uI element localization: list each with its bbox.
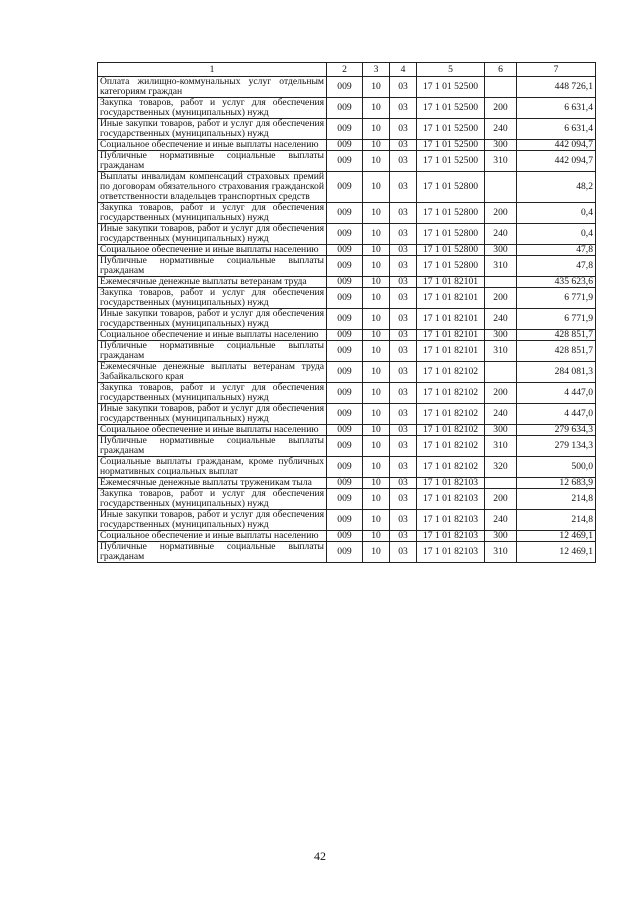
table-row bbox=[98, 309, 596, 330]
row-ved-cell: 009 bbox=[327, 224, 363, 245]
table-row bbox=[98, 330, 596, 341]
row-sum-cell: 4 447,0 bbox=[517, 404, 596, 425]
table-row bbox=[98, 288, 596, 309]
row-ved-cell: 009 bbox=[327, 542, 363, 563]
row-name-cell: Публичные нормативные социальные выплаты гражданам bbox=[98, 341, 327, 362]
row-pr-cell: 03 bbox=[390, 457, 417, 478]
row-rz-cell: 10 bbox=[363, 172, 390, 203]
row-csr-cell: 17 1 01 82101 bbox=[417, 277, 485, 288]
row-vr-cell: 240 bbox=[485, 119, 517, 140]
row-pr-cell: 03 bbox=[390, 98, 417, 119]
row-sum-cell: 12 469,1 bbox=[517, 542, 596, 563]
column-header: 7 bbox=[517, 63, 596, 77]
row-rz-cell: 10 bbox=[363, 341, 390, 362]
row-name-cell: Закупка товаров, работ и услуг для обеспечения государственных (муниципальных) нужд bbox=[98, 489, 327, 510]
row-name-cell: Ежемесячные денежные выплаты труженикам тыла bbox=[98, 478, 327, 489]
row-pr-cell: 03 bbox=[390, 436, 417, 457]
row-pr-cell: 03 bbox=[390, 341, 417, 362]
row-vr-cell: 240 bbox=[485, 510, 517, 531]
row-rz-cell: 10 bbox=[363, 98, 390, 119]
row-vr-cell: 320 bbox=[485, 457, 517, 478]
row-csr-cell: 17 1 01 82103 bbox=[417, 489, 485, 510]
row-ved-cell: 009 bbox=[327, 288, 363, 309]
row-ved-cell: 009 bbox=[327, 457, 363, 478]
table-body bbox=[98, 77, 596, 563]
row-ved-cell: 009 bbox=[327, 203, 363, 224]
table-row bbox=[98, 531, 596, 542]
row-csr-cell: 17 1 01 52500 bbox=[417, 151, 485, 172]
row-vr-cell: 310 bbox=[485, 151, 517, 172]
table-row bbox=[98, 383, 596, 404]
row-sum-cell: 0,4 bbox=[517, 203, 596, 224]
row-vr-cell: 300 bbox=[485, 245, 517, 256]
row-rz-cell: 10 bbox=[363, 288, 390, 309]
budget-table-container bbox=[97, 62, 596, 563]
row-vr-cell: 310 bbox=[485, 436, 517, 457]
row-rz-cell: 10 bbox=[363, 362, 390, 383]
row-ved-cell: 009 bbox=[327, 140, 363, 151]
row-rz-cell: 10 bbox=[363, 542, 390, 563]
row-rz-cell: 10 bbox=[363, 531, 390, 542]
row-ved-cell: 009 bbox=[327, 309, 363, 330]
row-csr-cell: 17 1 01 52500 bbox=[417, 77, 485, 98]
row-sum-cell: 12 683,9 bbox=[517, 478, 596, 489]
row-rz-cell: 10 bbox=[363, 330, 390, 341]
table-row bbox=[98, 256, 596, 277]
row-rz-cell: 10 bbox=[363, 224, 390, 245]
row-csr-cell: 17 1 01 82102 bbox=[417, 383, 485, 404]
row-name-cell: Социальное обеспечение и иные выплаты населению bbox=[98, 245, 327, 256]
row-vr-cell: 310 bbox=[485, 256, 517, 277]
row-rz-cell: 10 bbox=[363, 309, 390, 330]
budget-table bbox=[97, 62, 596, 563]
row-name-cell: Социальное обеспечение и иные выплаты населению bbox=[98, 140, 327, 151]
row-rz-cell: 10 bbox=[363, 245, 390, 256]
table-row bbox=[98, 77, 596, 98]
table-row bbox=[98, 457, 596, 478]
row-csr-cell: 17 1 01 82102 bbox=[417, 457, 485, 478]
row-csr-cell: 17 1 01 52500 bbox=[417, 140, 485, 151]
row-csr-cell: 17 1 01 82102 bbox=[417, 362, 485, 383]
row-pr-cell: 03 bbox=[390, 140, 417, 151]
row-ved-cell: 009 bbox=[327, 383, 363, 404]
row-ved-cell: 009 bbox=[327, 151, 363, 172]
row-sum-cell: 279 634,3 bbox=[517, 425, 596, 436]
row-ved-cell: 009 bbox=[327, 436, 363, 457]
row-rz-cell: 10 bbox=[363, 510, 390, 531]
row-ved-cell: 009 bbox=[327, 98, 363, 119]
row-rz-cell: 10 bbox=[363, 277, 390, 288]
row-name-cell: Закупка товаров, работ и услуг для обеспечения государственных (муниципальных) нужд bbox=[98, 98, 327, 119]
table-row bbox=[98, 151, 596, 172]
column-header: 6 bbox=[485, 63, 517, 77]
row-pr-cell: 03 bbox=[390, 531, 417, 542]
row-rz-cell: 10 bbox=[363, 256, 390, 277]
row-sum-cell: 500,0 bbox=[517, 457, 596, 478]
row-rz-cell: 10 bbox=[363, 77, 390, 98]
row-name-cell: Социальные выплаты гражданам, кроме публичных нормативных социальных выплат bbox=[98, 457, 327, 478]
row-sum-cell: 6 631,4 bbox=[517, 119, 596, 140]
row-csr-cell: 17 1 01 52800 bbox=[417, 203, 485, 224]
row-sum-cell: 214,8 bbox=[517, 489, 596, 510]
row-name-cell: Оплата жилищно-коммунальных услуг отдельным категориям граждан bbox=[98, 77, 327, 98]
row-sum-cell: 284 081,3 bbox=[517, 362, 596, 383]
table-row bbox=[98, 489, 596, 510]
row-ved-cell: 009 bbox=[327, 478, 363, 489]
table-row bbox=[98, 404, 596, 425]
row-vr-cell: 300 bbox=[485, 330, 517, 341]
row-rz-cell: 10 bbox=[363, 457, 390, 478]
row-pr-cell: 03 bbox=[390, 277, 417, 288]
row-vr-cell: 310 bbox=[485, 341, 517, 362]
row-csr-cell: 17 1 01 52800 bbox=[417, 172, 485, 203]
row-sum-cell: 47,8 bbox=[517, 245, 596, 256]
row-csr-cell: 17 1 01 82102 bbox=[417, 425, 485, 436]
table-row bbox=[98, 436, 596, 457]
row-ved-cell: 009 bbox=[327, 404, 363, 425]
row-csr-cell: 17 1 01 52500 bbox=[417, 119, 485, 140]
row-csr-cell: 17 1 01 52800 bbox=[417, 256, 485, 277]
row-vr-cell: 200 bbox=[485, 489, 517, 510]
column-header: 4 bbox=[390, 63, 417, 77]
table-row bbox=[98, 140, 596, 151]
row-vr-cell bbox=[485, 77, 517, 98]
row-name-cell: Иные закупки товаров, работ и услуг для обеспечения государственных (муниципальных) нужд bbox=[98, 119, 327, 140]
row-pr-cell: 03 bbox=[390, 489, 417, 510]
row-vr-cell: 200 bbox=[485, 98, 517, 119]
row-vr-cell bbox=[485, 478, 517, 489]
row-csr-cell: 17 1 01 82103 bbox=[417, 531, 485, 542]
row-sum-cell: 6 631,4 bbox=[517, 98, 596, 119]
row-ved-cell: 009 bbox=[327, 277, 363, 288]
row-rz-cell: 10 bbox=[363, 203, 390, 224]
table-row bbox=[98, 425, 596, 436]
row-vr-cell: 240 bbox=[485, 309, 517, 330]
row-vr-cell bbox=[485, 362, 517, 383]
row-sum-cell: 442 094,7 bbox=[517, 151, 596, 172]
row-csr-cell: 17 1 01 82103 bbox=[417, 478, 485, 489]
row-pr-cell: 03 bbox=[390, 425, 417, 436]
row-name-cell: Публичные нормативные социальные выплаты гражданам bbox=[98, 542, 327, 563]
row-vr-cell: 300 bbox=[485, 531, 517, 542]
row-ved-cell: 009 bbox=[327, 362, 363, 383]
row-pr-cell: 03 bbox=[390, 151, 417, 172]
row-rz-cell: 10 bbox=[363, 425, 390, 436]
row-vr-cell: 300 bbox=[485, 140, 517, 151]
row-vr-cell: 240 bbox=[485, 224, 517, 245]
row-ved-cell: 009 bbox=[327, 245, 363, 256]
row-pr-cell: 03 bbox=[390, 383, 417, 404]
row-ved-cell: 009 bbox=[327, 119, 363, 140]
row-pr-cell: 03 bbox=[390, 404, 417, 425]
row-sum-cell: 428 851,7 bbox=[517, 330, 596, 341]
row-sum-cell: 279 134,3 bbox=[517, 436, 596, 457]
row-ved-cell: 009 bbox=[327, 77, 363, 98]
row-pr-cell: 03 bbox=[390, 288, 417, 309]
row-vr-cell: 200 bbox=[485, 288, 517, 309]
row-vr-cell: 240 bbox=[485, 404, 517, 425]
column-header: 5 bbox=[417, 63, 485, 77]
row-rz-cell: 10 bbox=[363, 489, 390, 510]
row-pr-cell: 03 bbox=[390, 478, 417, 489]
row-name-cell: Закупка товаров, работ и услуг для обеспечения государственных (муниципальных) нужд bbox=[98, 288, 327, 309]
row-name-cell: Социальное обеспечение и иные выплаты населению bbox=[98, 531, 327, 542]
table-row bbox=[98, 510, 596, 531]
row-csr-cell: 17 1 01 82103 bbox=[417, 510, 485, 531]
row-vr-cell: 310 bbox=[485, 542, 517, 563]
table-row bbox=[98, 98, 596, 119]
row-csr-cell: 17 1 01 52500 bbox=[417, 98, 485, 119]
table-row bbox=[98, 362, 596, 383]
row-name-cell: Ежемесячные денежные выплаты ветеранам труда bbox=[98, 277, 327, 288]
row-rz-cell: 10 bbox=[363, 383, 390, 404]
row-sum-cell: 6 771,9 bbox=[517, 288, 596, 309]
row-name-cell: Публичные нормативные социальные выплаты гражданам bbox=[98, 151, 327, 172]
row-csr-cell: 17 1 01 82102 bbox=[417, 404, 485, 425]
row-pr-cell: 03 bbox=[390, 542, 417, 563]
row-pr-cell: 03 bbox=[390, 77, 417, 98]
row-vr-cell: 300 bbox=[485, 425, 517, 436]
row-csr-cell: 17 1 01 82102 bbox=[417, 436, 485, 457]
row-sum-cell: 4 447,0 bbox=[517, 383, 596, 404]
row-name-cell: Иные закупки товаров, работ и услуг для обеспечения государственных (муниципальных) нужд bbox=[98, 404, 327, 425]
row-sum-cell: 214,8 bbox=[517, 510, 596, 531]
row-name-cell: Иные закупки товаров, работ и услуг для обеспечения государственных (муниципальных) нужд bbox=[98, 510, 327, 531]
table-row bbox=[98, 245, 596, 256]
table-header-row bbox=[98, 63, 596, 77]
row-csr-cell: 17 1 01 82101 bbox=[417, 341, 485, 362]
row-rz-cell: 10 bbox=[363, 436, 390, 457]
row-csr-cell: 17 1 01 82101 bbox=[417, 288, 485, 309]
row-vr-cell: 200 bbox=[485, 203, 517, 224]
row-ved-cell: 009 bbox=[327, 172, 363, 203]
row-pr-cell: 03 bbox=[390, 362, 417, 383]
row-name-cell: Иные закупки товаров, работ и услуг для обеспечения государственных (муниципальных) нужд bbox=[98, 309, 327, 330]
row-name-cell: Публичные нормативные социальные выплаты гражданам bbox=[98, 256, 327, 277]
row-rz-cell: 10 bbox=[363, 478, 390, 489]
row-name-cell: Закупка товаров, работ и услуг для обеспечения государственных (муниципальных) нужд bbox=[98, 383, 327, 404]
row-sum-cell: 442 094,7 bbox=[517, 140, 596, 151]
row-csr-cell: 17 1 01 82103 bbox=[417, 542, 485, 563]
row-vr-cell: 200 bbox=[485, 383, 517, 404]
row-sum-cell: 0,4 bbox=[517, 224, 596, 245]
row-sum-cell: 47,8 bbox=[517, 256, 596, 277]
row-pr-cell: 03 bbox=[390, 224, 417, 245]
row-sum-cell: 6 771,9 bbox=[517, 309, 596, 330]
row-pr-cell: 03 bbox=[390, 119, 417, 140]
row-rz-cell: 10 bbox=[363, 119, 390, 140]
table-row bbox=[98, 224, 596, 245]
row-pr-cell: 03 bbox=[390, 309, 417, 330]
row-ved-cell: 009 bbox=[327, 510, 363, 531]
row-csr-cell: 17 1 01 52800 bbox=[417, 245, 485, 256]
table-row bbox=[98, 277, 596, 288]
row-name-cell: Социальное обеспечение и иные выплаты населению bbox=[98, 330, 327, 341]
row-ved-cell: 009 bbox=[327, 256, 363, 277]
row-name-cell: Публичные нормативные социальные выплаты гражданам bbox=[98, 436, 327, 457]
row-pr-cell: 03 bbox=[390, 172, 417, 203]
row-csr-cell: 17 1 01 82101 bbox=[417, 309, 485, 330]
table-row bbox=[98, 172, 596, 203]
row-name-cell: Закупка товаров, работ и услуг для обеспечения государственных (муниципальных) нужд bbox=[98, 203, 327, 224]
row-pr-cell: 03 bbox=[390, 203, 417, 224]
row-ved-cell: 009 bbox=[327, 531, 363, 542]
table-row bbox=[98, 542, 596, 563]
table-row bbox=[98, 478, 596, 489]
column-header: 3 bbox=[363, 63, 390, 77]
table-row bbox=[98, 341, 596, 362]
row-name-cell: Выплаты инвалидам компенсаций страховых премий по договорам обязательного страхования гражданской ответственности владельцев транспортных средств bbox=[98, 172, 327, 203]
row-ved-cell: 009 bbox=[327, 489, 363, 510]
row-rz-cell: 10 bbox=[363, 140, 390, 151]
page-number: 42 bbox=[314, 849, 326, 863]
row-name-cell: Социальное обеспечение и иные выплаты населению bbox=[98, 425, 327, 436]
row-name-cell: Иные закупки товаров, работ и услуг для обеспечения государственных (муниципальных) нужд bbox=[98, 224, 327, 245]
row-rz-cell: 10 bbox=[363, 151, 390, 172]
row-csr-cell: 17 1 01 52800 bbox=[417, 224, 485, 245]
row-sum-cell: 435 623,6 bbox=[517, 277, 596, 288]
row-pr-cell: 03 bbox=[390, 510, 417, 531]
table-row bbox=[98, 119, 596, 140]
row-sum-cell: 48,2 bbox=[517, 172, 596, 203]
table-row bbox=[98, 203, 596, 224]
row-pr-cell: 03 bbox=[390, 256, 417, 277]
row-csr-cell: 17 1 01 82101 bbox=[417, 330, 485, 341]
row-ved-cell: 009 bbox=[327, 425, 363, 436]
row-pr-cell: 03 bbox=[390, 330, 417, 341]
row-ved-cell: 009 bbox=[327, 341, 363, 362]
row-ved-cell: 009 bbox=[327, 330, 363, 341]
column-header: 2 bbox=[327, 63, 363, 77]
row-rz-cell: 10 bbox=[363, 404, 390, 425]
column-header: 1 bbox=[98, 63, 327, 77]
row-name-cell: Ежемесячные денежные выплаты ветеранам труда Забайкальского края bbox=[98, 362, 327, 383]
row-pr-cell: 03 bbox=[390, 245, 417, 256]
row-vr-cell bbox=[485, 277, 517, 288]
row-sum-cell: 448 726,1 bbox=[517, 77, 596, 98]
row-vr-cell bbox=[485, 172, 517, 203]
row-sum-cell: 428 851,7 bbox=[517, 341, 596, 362]
row-sum-cell: 12 469,1 bbox=[517, 531, 596, 542]
